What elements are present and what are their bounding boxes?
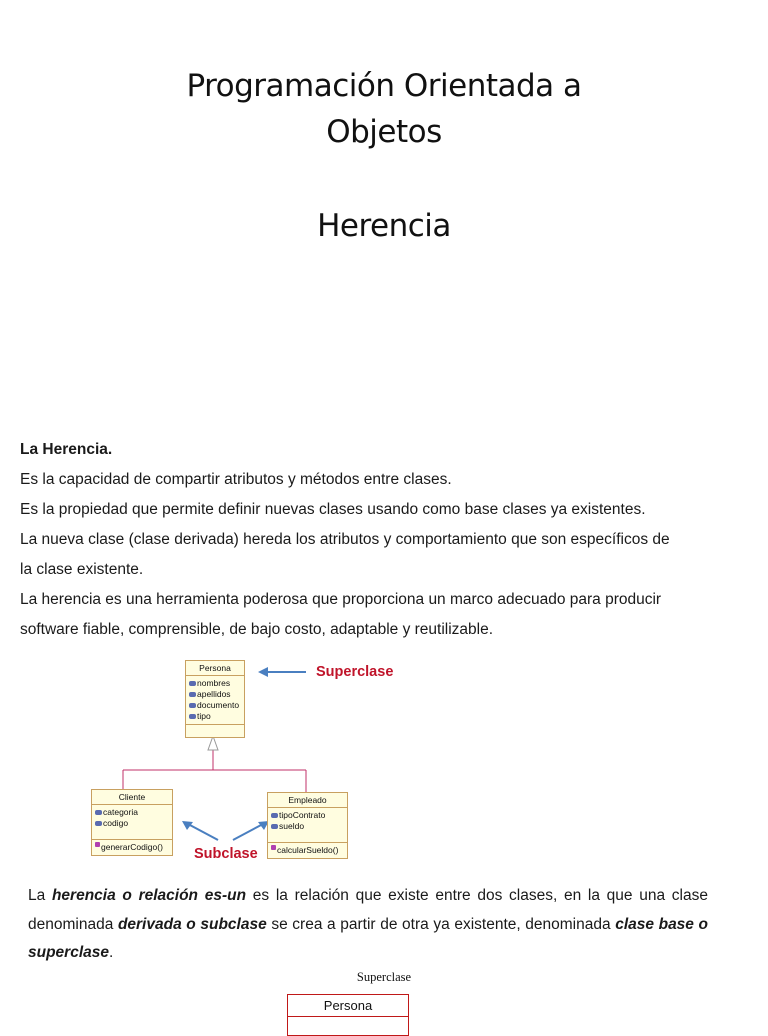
paragraph-line: Es la propiedad que permite definir nuevas clases usando como base clases ya existentes.: [20, 501, 646, 518]
uml-attribute: tipo: [197, 711, 211, 721]
bottom-caption: Superclase: [356, 970, 412, 984]
uml-attribute: codigo: [103, 818, 129, 828]
definition-paragraph: [28, 882, 708, 968]
text-run: se crea a partir de otra ya existente, denominada: [266, 915, 616, 933]
text-run: La: [28, 887, 52, 904]
attribute-icon: [189, 681, 196, 686]
attribute-icon: [189, 703, 196, 708]
uml-attribute: tipoContrato: [279, 810, 326, 820]
uml-attributes: [92, 805, 172, 840]
uml-diagram: [88, 652, 418, 862]
text-run: .: [109, 944, 114, 961]
uml-class-cliente: [91, 789, 173, 856]
superclase-arrowhead: [258, 667, 268, 677]
operation-icon: [95, 842, 100, 847]
uml-operation: generarCodigo(): [101, 842, 163, 852]
attribute-icon: [189, 692, 196, 697]
uml-operation: calcularSueldo(): [277, 845, 339, 855]
uml-operations: [92, 840, 172, 855]
paragraph-line: Es la capacidad de compartir atributos y métodos entre clases.: [20, 471, 452, 488]
uml-attribute: apellidos: [197, 689, 231, 699]
attribute-icon: [95, 810, 102, 815]
operation-icon: [271, 845, 276, 850]
uml-class-persona: [185, 660, 245, 738]
page-title-line1: Programación Orientada a: [186, 68, 582, 104]
uml-attribute: sueldo: [279, 821, 305, 831]
uml-class-empleado: [267, 792, 348, 859]
attribute-icon: [271, 813, 278, 818]
superclase-label: Superclase: [316, 664, 394, 680]
subclase-label: Subclase: [194, 846, 258, 862]
section-heading: La Herencia.: [20, 441, 113, 458]
uml-operations: [186, 725, 244, 737]
attribute-icon: [271, 824, 278, 829]
uml-attributes: [186, 676, 244, 725]
uml-operations: [268, 843, 347, 858]
bottom-class-box: [287, 994, 409, 1036]
emphasis-term: herencia o relación es-un: [51, 887, 247, 904]
attribute-icon: [189, 714, 196, 719]
paragraph-line: software fiable, comprensible, de bajo costo, adaptable y reutilizable.: [20, 621, 494, 638]
page-title-line2: Objetos: [326, 114, 442, 150]
uml-attribute: documento: [197, 700, 240, 710]
subclase-arrow-right: [233, 824, 263, 840]
uml-class-name: Persona: [186, 661, 244, 676]
paragraph-line: la clase existente.: [20, 561, 144, 578]
emphasis-term: derivada o subclase: [117, 915, 267, 933]
bottom-class-name: Persona: [288, 995, 408, 1017]
uml-class-name: Empleado: [268, 793, 347, 808]
subclase-arrow-left: [188, 824, 218, 840]
emphasis-term: clase base o superclase: [28, 915, 708, 961]
paragraph-line: La nueva clase (clase derivada) hereda los atributos y comportamiento que son específicos de: [20, 531, 670, 548]
uml-attribute: categoria: [103, 807, 138, 817]
paragraph-line: La herencia es una herramienta poderosa que proporciona un marco adecuado para producir: [20, 591, 662, 608]
page-subtitle: Herencia: [317, 208, 451, 244]
inheritance-arrowhead: [208, 736, 218, 750]
uml-attribute: nombres: [197, 678, 231, 688]
uml-attributes: [268, 808, 347, 843]
attribute-icon: [95, 821, 102, 826]
text-run: es la relación que existe entre dos clases, en la que una clase denominada: [28, 887, 708, 933]
uml-class-name: Cliente: [92, 790, 172, 805]
